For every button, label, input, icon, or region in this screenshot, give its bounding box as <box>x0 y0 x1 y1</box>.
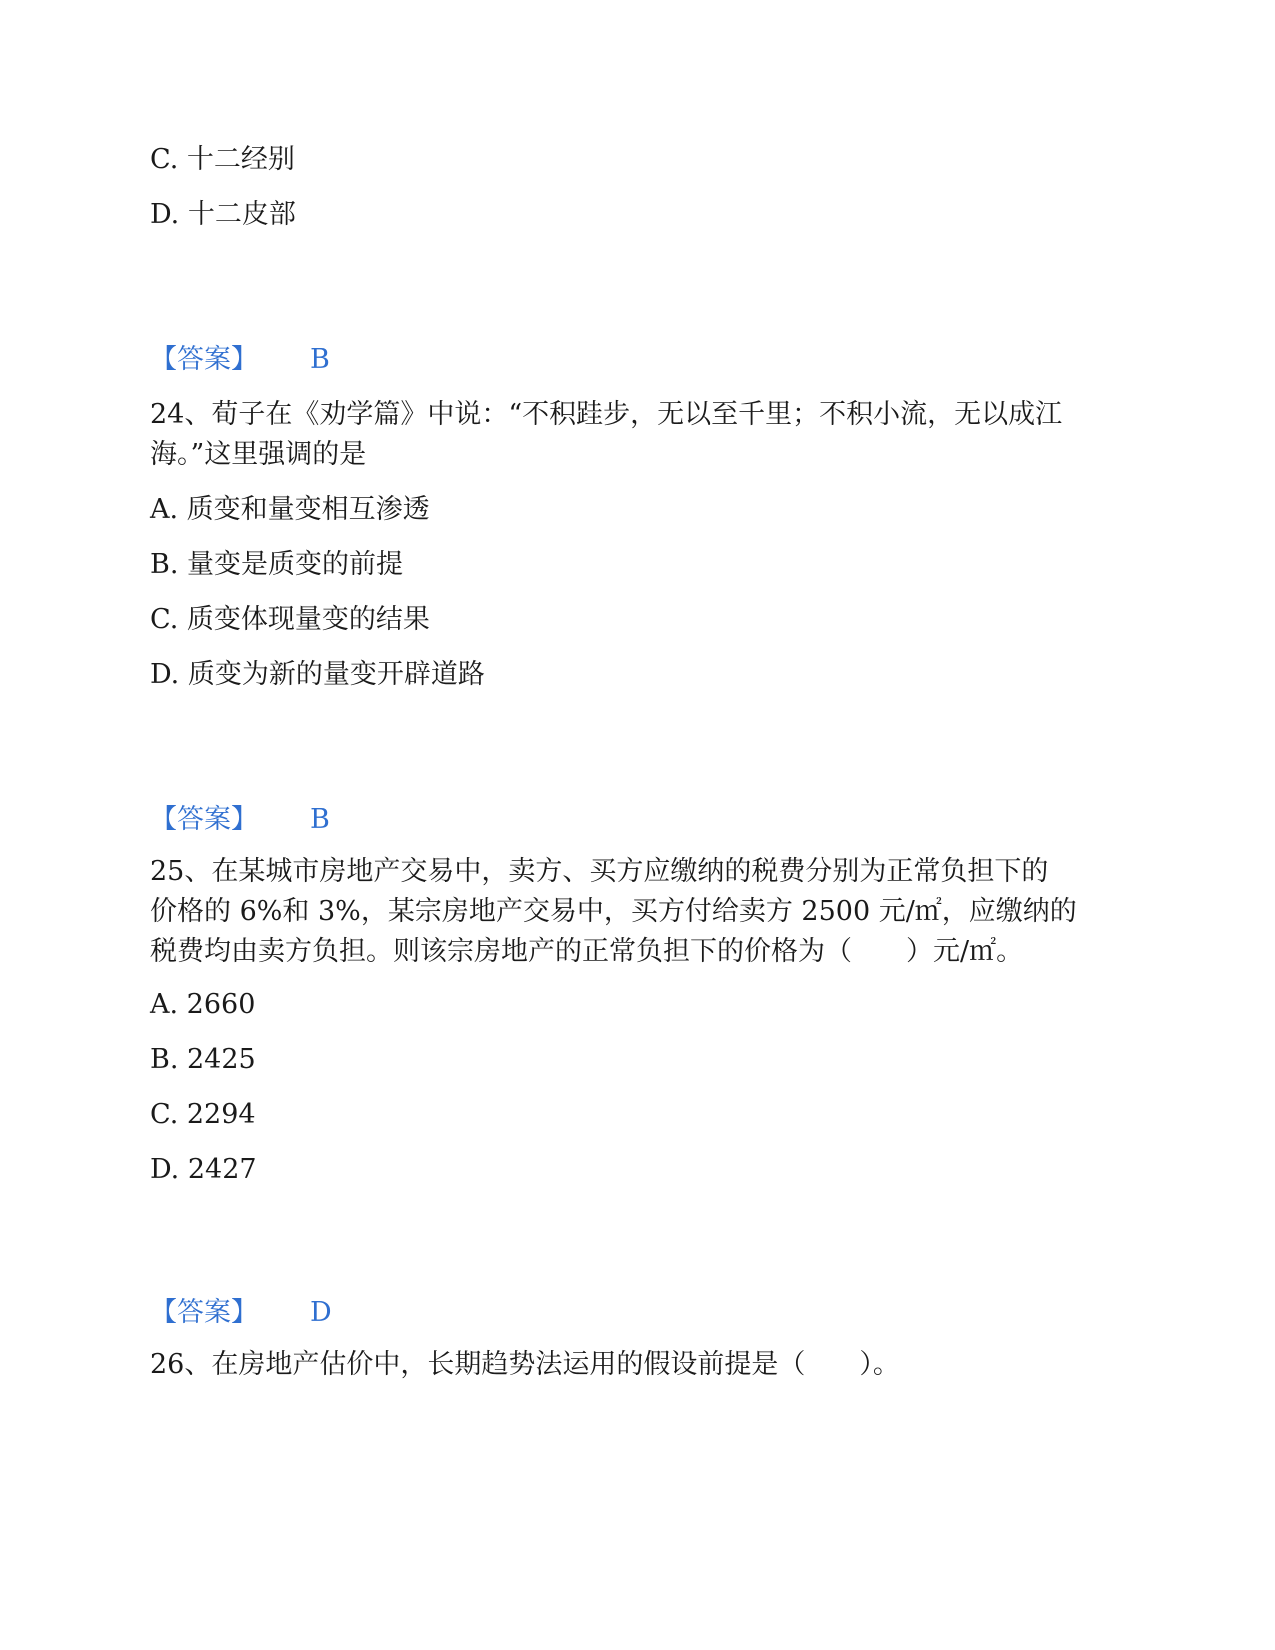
question-25-stem-line-1: 25、在某城市房地产交易中，卖方、买方应缴纳的税费分别为正常负担下的 <box>150 856 1049 887</box>
answer-label: 【答案】 <box>150 344 258 375</box>
option-d-prev: D. 十二皮部 <box>150 199 296 230</box>
question-25-option-b: B. 2425 <box>150 1044 256 1075</box>
answer-value: B <box>310 344 330 375</box>
question-24-option-d: D. 质变为新的量变开辟道路 <box>150 659 485 690</box>
question-25-option-a: A. 2660 <box>150 989 256 1020</box>
question-25-option-c: C. 2294 <box>150 1099 256 1130</box>
answer-25 <box>150 1293 332 1333</box>
question-24-option-b: B. 量变是质变的前提 <box>150 549 404 580</box>
question-24-stem-line-1: 24、荀子在《劝学篇》中说：“不积跬步，无以至千里；不积小流，无以成江 <box>150 399 1063 430</box>
question-25-stem-line-3: 税费均由卖方负担。则该宗房地产的正常负担下的价格为（ ）元/㎡。 <box>150 936 1024 967</box>
question-24-stem-line-2: 海。”这里强调的是 <box>150 439 367 470</box>
question-25-stem-line-2: 价格的 6%和 3%，某宗房地产交易中，买方付给卖方 2500 元/㎡，应缴纳的 <box>150 896 1077 927</box>
answer-label: 【答案】 <box>150 804 258 835</box>
question-24-option-a: A. 质变和量变相互渗透 <box>150 494 430 525</box>
answer-prev <box>150 340 330 380</box>
question-24-option-c: C. 质变体现量变的结果 <box>150 604 430 635</box>
answer-label: 【答案】 <box>150 1297 258 1328</box>
answer-24 <box>150 800 330 840</box>
question-26-stem-line-1: 26、在房地产估价中，长期趋势法运用的假设前提是（ ）。 <box>150 1349 900 1380</box>
option-c-prev: C. 十二经别 <box>150 144 295 175</box>
answer-value: D <box>310 1297 332 1328</box>
question-25-option-d: D. 2427 <box>150 1154 257 1185</box>
answer-value: B <box>310 804 330 835</box>
